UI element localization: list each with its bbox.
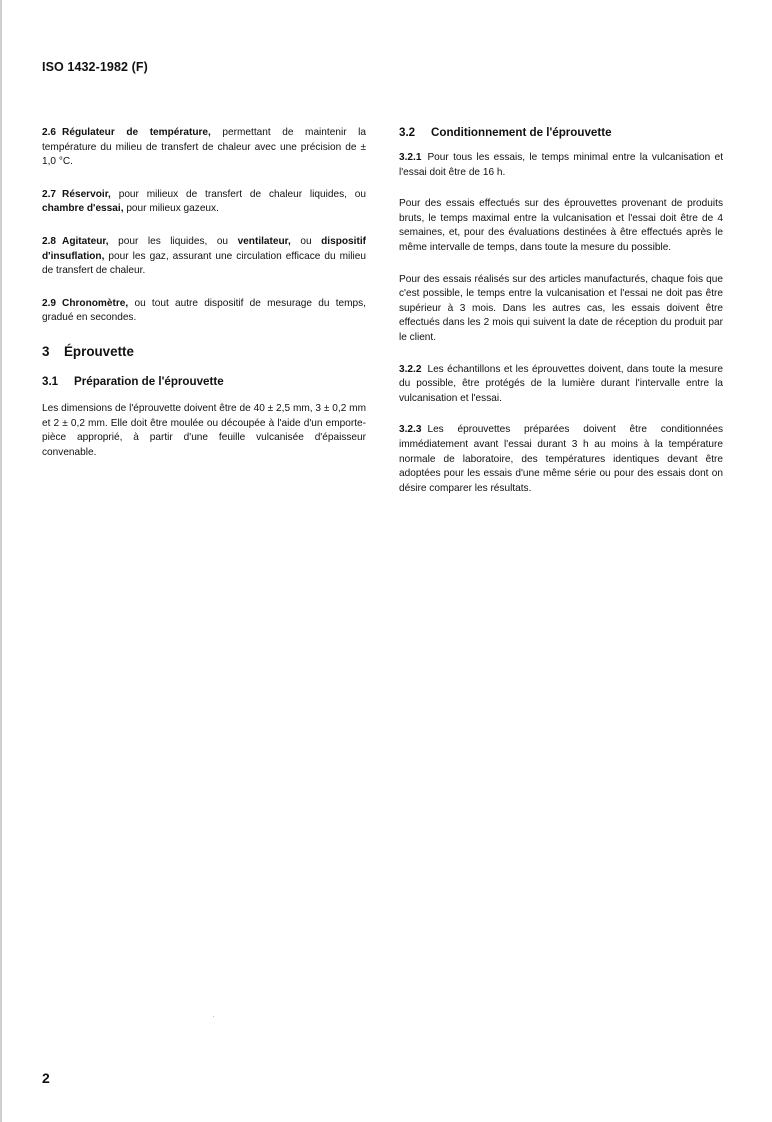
section-number: 3.1 — [42, 374, 59, 388]
scan-speck — [213, 1016, 214, 1017]
clause-term: Réservoir, — [62, 188, 111, 200]
section-title: Éprouvette — [64, 343, 134, 359]
clause-2-6 — [42, 126, 366, 170]
clause-text: pour les liquides, ou — [108, 235, 238, 247]
page-number: 2 — [42, 1070, 50, 1086]
clause-text: Les échantillons et les éprouvettes doivent, dans toute la mesure du possible, être protégés de la lumière durant l'intervalle entre la vulcanisation et l'essai. — [399, 363, 723, 404]
section-title: Préparation de l'éprouvette — [74, 374, 224, 388]
clause-term: ventilateur, — [237, 235, 291, 247]
clause-term: Chronomètre, — [62, 297, 129, 309]
clause-text: Pour tous les essais, le temps minimal entre la vulcanisation et l'essai doit être de 16 h. — [399, 152, 723, 178]
clause-number: 3.2.2 — [399, 363, 422, 375]
clause-text: pour les gaz, assurant une circulation efficace du milieu de transfert de chaleur. — [42, 250, 366, 277]
clause-number: 2.8 — [42, 235, 57, 247]
clause-term: chambre d'essai, — [42, 203, 124, 215]
clause-number: 2.6 — [42, 127, 57, 138]
section-3-heading — [42, 344, 366, 359]
clause-2-8 — [42, 235, 366, 279]
section-title: Conditionnement de l'éprouvette — [431, 126, 612, 139]
clause-2-9 — [42, 297, 366, 326]
clause-number: 2.9 — [42, 297, 57, 309]
clause-text: pour milieux de transfert de chaleur liquides, ou — [110, 188, 366, 200]
right-column — [399, 126, 723, 513]
clause-text: Les éprouvettes préparées doivent être conditionnées immédiatement avant l'essai durant 3 h au moins à la température normale de laboratoire, des températures identiques devant être adoptées pour les essais d'une même série ou pour des essais dont on désire comparer les résultats. — [399, 424, 723, 494]
clause-3-2-1 — [399, 151, 723, 180]
clause-text: permettant de maintenir la température du milieu de transfert de chaleur avec une précision de ± 1,0 °C. — [42, 127, 366, 168]
clause-3-2-3 — [399, 423, 723, 496]
section-3-1-heading — [42, 375, 366, 388]
clause-3-2-2 — [399, 363, 723, 407]
section-number: 3.2 — [399, 126, 416, 139]
clause-number: 3.2.3 — [399, 424, 422, 436]
section-number: 3 — [42, 343, 50, 359]
clause-term: Agitateur, — [62, 235, 109, 247]
clause-2-7 — [42, 188, 366, 217]
clause-text: ou — [290, 235, 322, 247]
section-3-1-text: Les dimensions de l'éprouvette doivent être de 40 ± 2,5 mm, 3 ± 0,2 mm et 2 ± 0,2 mm. Elle doit être moulée ou découpée à l'aide d'un emporte-pièce approprié, à partir d'une feuille vulcanisée d'épaisseur convenable. — [42, 402, 366, 458]
clause-3-2-1-para3: Pour des essais réalisés sur des articles manufacturés, chaque fois que c'est possible, le temps entre la vulcanisation et l'essai ne doit pas être supérieur à 3 mois. Dans les autres cas, les essais doivent être effectués dans les 2 mois qui suivent la date de réception du produit par le client. — [399, 273, 723, 343]
page-edge — [0, 0, 2, 1122]
document-header: ISO 1432-1982 (F) — [42, 60, 148, 74]
clause-text: pour milieux gazeux. — [123, 203, 219, 215]
clause-3-2-1-para2: Pour des essais effectués sur des éprouvettes provenant de produits bruts, le temps maximal entre la vulcanisation et l'essai doit être de 4 semaines, et, pour des évaluations destinées à être effectués après le même intervalle de temps, dans toute la mesure du possible. — [399, 198, 723, 253]
section-3-2-heading — [399, 126, 723, 139]
left-column — [42, 126, 366, 460]
clause-number: 2.7 — [42, 188, 57, 200]
clause-text: ou tout autre dispositif de mesurage du temps, gradué en secondes. — [42, 297, 366, 324]
clause-number: 3.2.1 — [399, 152, 422, 163]
clause-term: Régulateur de température, — [62, 127, 211, 138]
clause-term: dispositif d'insuflation, — [42, 235, 366, 262]
